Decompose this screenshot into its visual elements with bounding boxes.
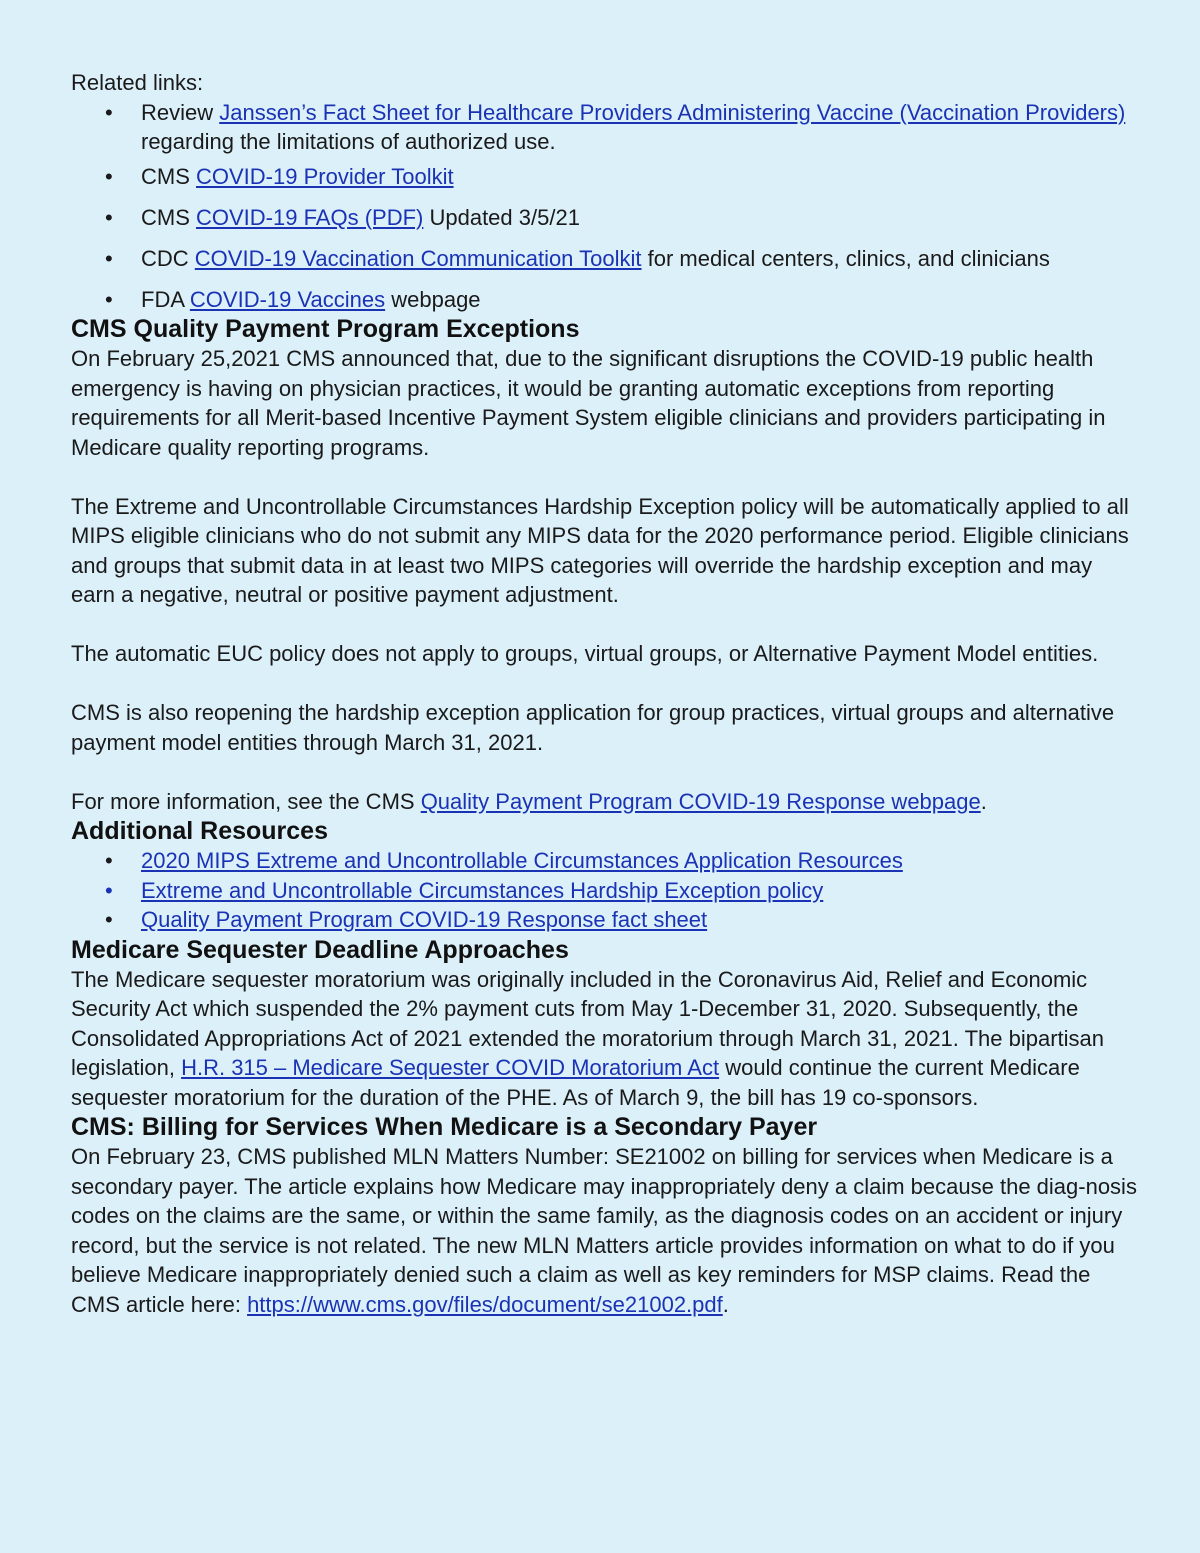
qpp-paragraph-5	[71, 787, 1140, 817]
item-suffix: for medical centers, clinics, and clinicians	[641, 245, 1050, 271]
paragraph-prefix: For more information, see the CMS	[71, 788, 421, 814]
item-suffix: Updated 3/5/21	[423, 204, 580, 230]
list-item	[71, 203, 1140, 233]
list-item	[71, 876, 1140, 906]
janssen-fact-sheet-link[interactable]: Janssen’s Fact Sheet for Healthcare Providers Administering Vaccine (Vaccination Providers)	[219, 99, 1126, 125]
list-item	[71, 162, 1140, 192]
related-links-list	[71, 98, 1140, 315]
bullet-icon: •	[105, 286, 113, 312]
mips-euc-application-link[interactable]: 2020 MIPS Extreme and Uncontrollable Circumstances Application Resources	[141, 848, 903, 873]
qpp-paragraph-2: The Extreme and Uncontrollable Circumstances Hardship Exception policy will be automatically applied to all MIPS eligible clinicians who do not submit any MIPS data for the 2020 performance period. Eligible clinicians and groups that submit data in at least two MIPS categories will override the hardship exception and may earn a negative, neutral or positive payment adjustment.	[71, 493, 1129, 607]
hr-315-link[interactable]: H.R. 315 – Medicare Sequester COVID Moratorium Act	[181, 1055, 720, 1080]
paragraph-suffix: .	[980, 788, 987, 814]
vaccination-communication-toolkit-link[interactable]: COVID-19 Vaccination Communication Toolkit	[194, 245, 642, 271]
bullet-icon: •	[105, 907, 113, 932]
covid-faqs-link[interactable]: COVID-19 FAQs (PDF)	[196, 204, 424, 230]
euc-hardship-policy-link[interactable]: Extreme and Uncontrollable Circumstances Hardship Exception policy	[141, 877, 824, 903]
item-prefix: CDC	[141, 245, 195, 271]
billing-heading: CMS: Billing for Services When Medicare is a Secondary Payer	[71, 1113, 818, 1141]
item-prefix: Review	[141, 99, 220, 125]
qpp-covid-response-link[interactable]: Quality Payment Program COVID-19 Response webpage	[420, 788, 981, 814]
qpp-covid-fact-sheet-link[interactable]: Quality Payment Program COVID-19 Response fact sheet	[141, 907, 708, 932]
bullet-icon: •	[105, 99, 113, 125]
additional-resources-list	[71, 846, 1140, 935]
provider-toolkit-link[interactable]: COVID-19 Provider Toolkit	[196, 163, 454, 189]
list-item	[71, 905, 1140, 935]
bullet-icon: •	[105, 877, 113, 903]
bullet-icon: •	[105, 848, 113, 873]
billing-paragraph	[71, 1142, 1140, 1319]
item-prefix: CMS	[141, 163, 196, 189]
bullet-icon: •	[105, 163, 113, 189]
qpp-paragraph-4: CMS is also reopening the hardship exception application for group practices, virtual groups and alternative payment model entities through March 31, 2021.	[71, 700, 1115, 755]
item-prefix: FDA	[141, 286, 190, 312]
item-prefix: CMS	[141, 204, 196, 230]
sequester-heading: Medicare Sequester Deadline Approaches	[71, 935, 569, 964]
qpp-exceptions-heading: CMS Quality Payment Program Exceptions	[71, 315, 580, 343]
fda-vaccines-link[interactable]: COVID-19 Vaccines	[189, 286, 386, 312]
paragraph-suffix: would continue the current Medicare sequester moratorium for the duration of the PHE. As of March 9, the bill has 19 co-sponsors.	[71, 1055, 1080, 1110]
additional-resources-heading: Additional Resources	[71, 817, 328, 845]
bullet-icon: •	[105, 245, 113, 271]
qpp-paragraph-3: The automatic EUC policy does not apply to groups, virtual groups, or Alternative Payment Model entities.	[71, 641, 1099, 666]
related-links-heading: Related links:	[71, 70, 204, 95]
paragraph-suffix: .	[722, 1291, 729, 1317]
item-suffix: regarding the limitations of authorized use.	[141, 129, 556, 154]
paragraph-prefix: On February 23, CMS published MLN Matters Number: SE21002 on billing for services when Medicare is a secondary payer. The article explains how Medicare may inappropriately deny a claim because the diag-nosis codes on the claims are the same, or within the same family, as the diagnosis codes on an accident or injury record, but the service is not related. The new MLN Matters article provides information on what to do if you believe Medicare inappropriately denied such a claim as well as key reminders for MSP claims. Read the CMS article here:	[71, 1144, 1137, 1317]
paragraph-prefix: The Medicare sequester moratorium was originally included in the Coronavirus Aid, Relief and Economic Security Act which suspended the 2% payment cuts from May 1-December 31, 2020. Subsequently, the Consolidated Appropriations Act of 2021 extended the moratorium through March 31, 2021. The bipartisan legislation,	[71, 966, 1105, 1080]
item-suffix: webpage	[385, 286, 481, 312]
sequester-paragraph	[71, 965, 1140, 1113]
list-item	[71, 244, 1140, 274]
list-item	[71, 846, 1140, 876]
bullet-icon: •	[105, 204, 113, 230]
qpp-paragraph-1: On February 25,2021 CMS announced that, due to the significant disruptions the COVID-19 public health emergency is having on physician practices, it would be granting automatic exceptions from reporting requirements for all Merit-based Incentive Payment System eligible clinicians and providers participating in Medicare quality reporting programs.	[71, 346, 1106, 460]
list-item	[71, 285, 1140, 315]
cms-article-link[interactable]: https://www.cms.gov/files/document/se21002.pdf	[247, 1291, 723, 1317]
list-item	[71, 98, 1140, 157]
